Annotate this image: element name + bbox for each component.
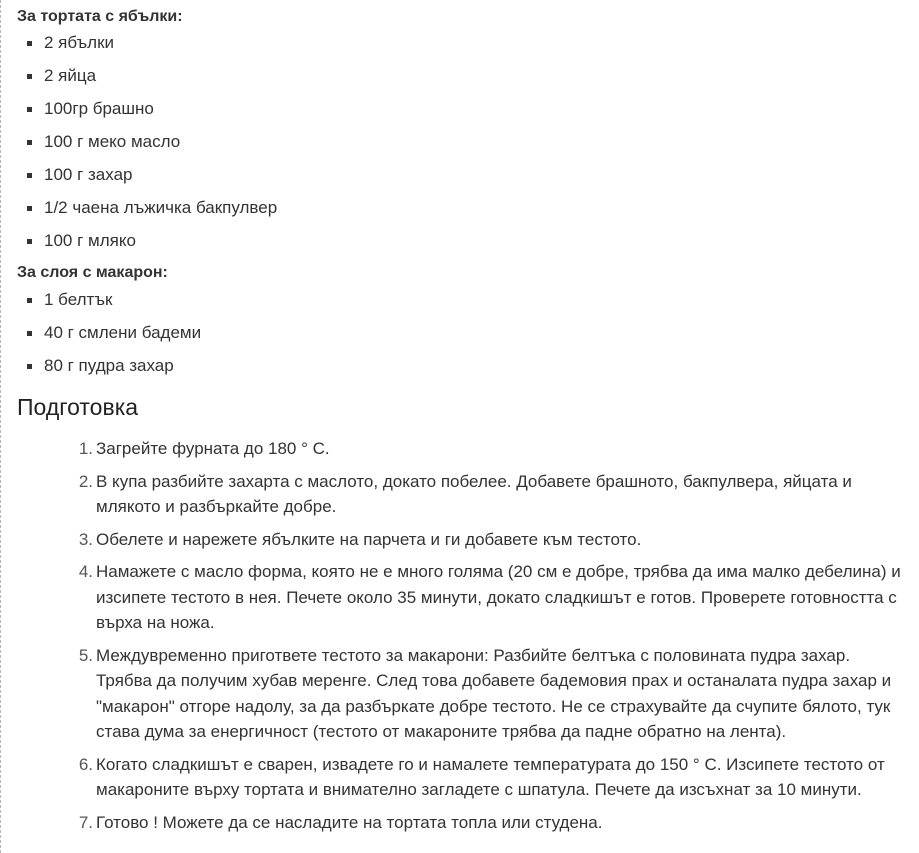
list-item: [1, 356, 901, 389]
list-item: [1, 290, 901, 323]
ingredient-text: 100гр брашно: [44, 99, 154, 118]
list-item: [1, 323, 901, 356]
step-number: 6.: [78, 754, 93, 774]
step-number: 5.: [78, 645, 93, 665]
step-item: [1, 752, 911, 803]
square-bullet-icon: [27, 140, 32, 145]
macaron-layer-heading: За слоя с макарон:: [17, 264, 168, 281]
square-bullet-icon: [27, 206, 32, 211]
step-item: [1, 527, 911, 553]
preparation-title: Подготовка: [17, 394, 139, 420]
ingredient-text: 100 г мляко: [44, 231, 136, 250]
ingredient-text: 1 белтък: [44, 290, 113, 309]
ingredient-text: 2 яйца: [44, 66, 97, 85]
ingredient-text: 100 г захар: [44, 165, 133, 184]
square-bullet-icon: [27, 107, 32, 112]
macaron-ingredient-list: [1, 290, 901, 389]
step-number: 4.: [78, 562, 93, 581]
step-item: [1, 436, 911, 462]
step-text: Намажете с масло форма, която не е много голяма (20 см е добре, трябва да има малко дебелина) и изсипете тестото в нея. Печете около 35 минути, докато сладкишът е готов. Проверете готовността с върха на ножа.: [96, 562, 901, 632]
list-item: [1, 66, 901, 99]
ingredient-text: 100 г меко масло: [44, 132, 181, 151]
step-item: [1, 643, 911, 745]
step-text: Когато сладкишът е сварен, извадете го и намалете температурата до 150 ° С. Изсипете тестото от макароните върху тортата и внимателно загладете с шпатула. Печете да изсъхнат за 10 минути.: [96, 754, 885, 799]
apple-cake-heading: За тортата с ябълки:: [17, 8, 183, 25]
step-number: 1.: [78, 439, 93, 458]
step-text: Готово ! Можете да се насладите на тортата топла или студена.: [96, 812, 603, 832]
square-bullet-icon: [27, 41, 32, 46]
ingredient-text: 1/2 чаена лъжичка бакпулвер: [44, 198, 278, 217]
square-bullet-icon: [27, 74, 32, 79]
ingredient-text: 2 ябълки: [44, 33, 115, 52]
preparation-steps: [1, 436, 911, 842]
step-item: [1, 469, 911, 520]
ingredient-text: 80 г пудра захар: [44, 356, 174, 375]
list-item: [1, 33, 901, 66]
square-bullet-icon: [27, 239, 32, 244]
step-text: Загрейте фурната до 180 ° С.: [96, 439, 330, 458]
step-item: [1, 810, 911, 836]
step-item: [1, 559, 911, 636]
apple-cake-ingredient-list: [1, 33, 901, 264]
step-number: 3.: [78, 529, 93, 549]
step-number: 7.: [78, 812, 93, 832]
step-number: 2.: [78, 471, 93, 491]
list-item: [1, 99, 901, 132]
list-item: [1, 198, 901, 231]
list-item: [1, 132, 901, 165]
step-text: Междувременно пригответе тестото за макарони: Разбийте белтъка с половината пудра захар. Трябва да получим хубав меренге. След това добавете бадемовия прах и останалата пудра захар и "макарон" отгоре надолу, за да разбъркате добре тестото. Не се страхувайте да счупите бялото, тук става дума за енергичност (тестото от макароните трябва да падне обратно на лента).: [96, 645, 892, 741]
list-item: [1, 231, 901, 264]
step-text: Обелете и нарежете ябълките на парчета и ги добавете към тестото.: [96, 529, 642, 549]
step-text: В купа разбийте захарта с маслото, докато побелее. Добавете брашното, бакпулвера, яйцата и млякото и разбъркайте добре.: [96, 471, 852, 516]
list-item: [1, 165, 901, 198]
square-bullet-icon: [27, 298, 32, 303]
ingredient-text: 40 г смлени бадеми: [44, 323, 202, 342]
square-bullet-icon: [27, 364, 32, 369]
square-bullet-icon: [27, 173, 32, 178]
square-bullet-icon: [27, 331, 32, 336]
